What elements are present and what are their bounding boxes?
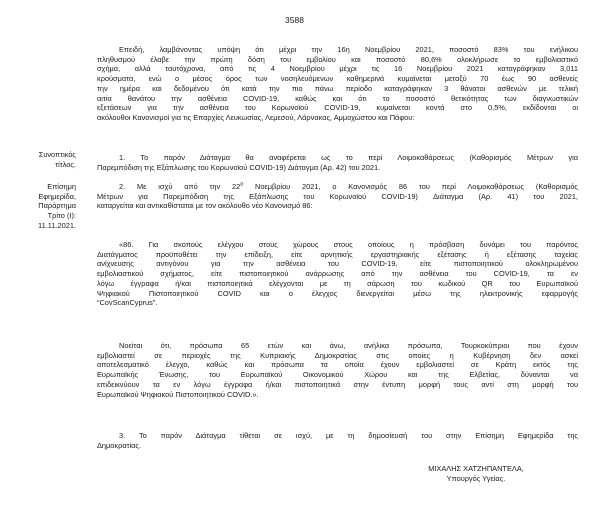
text-line: σχήμα, αλλά ταυτόχρονα, από τις 4 Νοεμβρίου μέχρι τις 16 Νοεμβρίου 2021 καταγράφηκαν 3,011 (97, 64, 578, 74)
text-line: λόγω έγγραφα ή/και πιστοποιητικά ελέγχονται με τη σάρωση του κωδικού QR του Ευρωπαϊκού (97, 278, 578, 288)
text-line: εξετάσεων για την ασθένεια του Κορωνοϊού COVID-19, κυμαίνεται κοντά στο 0,5%, εκδίδονται οι (97, 103, 578, 113)
section-2-first-line: 2. Με ισχύ από την $22^\alpha$ Νοεμβρίου 2021, ο Κανονισμός 86 του περί Λοιμοκαθάρσεως (Καθορισμός (119, 181, 578, 191)
text-line: Συνοπτικός (38, 150, 76, 159)
text-line: την ημέρα και δεδομένου ότι κατά την πιο πάνω περίοδο καταγράφηκαν 3 θάνατοι ασθενών με τελική (97, 83, 578, 93)
page-number: 3588 (285, 15, 304, 25)
text-line: “CovScanCyprus”. (97, 298, 158, 308)
regulation-86-proviso (97, 341, 578, 399)
section-2 (97, 182, 578, 211)
text-line: Εφημερίδα, (38, 191, 76, 201)
text-line: αιτία θανάτου την ασθένεια COVID-19, καθώς και ότι το ποσοστό θετικότητας των διαγνωστικών (97, 93, 578, 103)
preamble-paragraph (97, 45, 578, 123)
text-line: αποτελεσματικό έλεγχο, καθώς και πρόσωπα τα οποία έχουν εμβολιαστεί σε Κράτη εκτός της (97, 360, 578, 370)
section-1 (97, 153, 578, 172)
text-line: Μέτρων για Παρεμπόδιση της Εξάπλωσης του Κορωνοϊού COVID-19) Διάταγμα (Αρ. 41) του 2021, (97, 191, 578, 201)
margin-note-short-title (6, 150, 76, 169)
signature-block (396, 464, 556, 484)
text-line: 3. Το παρόν Διάταγμα τίθεται σε ισχύ, με τη δημοσίευσή του στην Επίσημη Εφημερίδα της (119, 431, 578, 440)
text-line: τίτλος. (55, 159, 76, 169)
text-line: επιδεικνύουν τα εν λόγω έγγραφα ή/και πιστοποιητικά στην έντυπη μορφή τους αντί στη μορφή του (97, 379, 578, 389)
text-line: Τρίτο (Ι): (47, 211, 76, 221)
regulation-86-quote (97, 240, 578, 308)
text-line: καταργείται και αντικαθίσταται με τον ακόλουθο νέο Κανονισμό 86: (97, 201, 313, 211)
text-line: ανίχνευσης αντιγόνου για την ασθένεια του COVID-19, είτε πιστοποιητικού ολοκληρωμένου (97, 259, 578, 269)
text-line: πληθυσμού έλαβε την πρώτη δόση του εμβολίου και ποσοστό 80,6% ολοκλήρωσε το εμβολιαστικό (97, 54, 578, 64)
margin-note-gazette (6, 182, 76, 231)
text-line: 11.11.2021. (38, 220, 76, 230)
signatory-name: ΜΙΧΑΛΗΣ ΧΑΤΖΗΠΑΝΤΕΛΑ, (428, 464, 524, 473)
text-line: Νοείται ότι, πρόσωπα 65 ετών και άνω, ανήλικα πρόσωπα, Τουρκοκύπριοι που έχουν (119, 341, 578, 350)
section-3 (97, 431, 578, 450)
text-line: Δημοκρατίας. (97, 440, 142, 450)
text-line: Παράρτημα (38, 201, 76, 211)
text-line: εμβολιαστικού σχήματος, είτε πιστοποιητικού ανάρρωσης από την ασθένεια του COVID-19, τα εν (97, 269, 578, 279)
text-line: Επειδή, λαμβάνοντας υπόψη ότι μέχρι την 16η Νοεμβρίου 2021, ποσοστό 83% του ενήλικου (119, 45, 578, 54)
text-line: εμβολιαστεί σε περιοχές της Κυπριακής Δημοκρατίας στις οποίες η Κυβέρνηση δεν ασκεί (97, 350, 578, 360)
text-line: κρούσματα, ενώ ο μέσος όρος των νοσηλευόμενων καθημερινά κυμαίνεται μεταξύ 70 έως 90 ασθενείς (97, 74, 578, 84)
text-line: Ευρωπαϊκού Ψηφιακού Πιστοποιητικού COVID.». (97, 389, 259, 399)
text-line: Ψηφιακού Πιστοποιητικού COVID και ο έλεγχος διενεργείται μέσω της ηλεκτρονικής εφαρμογής (97, 288, 578, 298)
text-line: Παρεμπόδιση της Εξάπλωσης του Κορωνοϊού COVID-19) Διάταγμα (Αρ. 42) του 2021. (97, 162, 381, 172)
text-line: 1. Το παρόν Διάταγμα θα αναφέρεται ως το περί Λοιμοκαθάρσεως (Καθορισμός Μέτρων για (119, 153, 578, 162)
text-line: Επίσημη (47, 182, 76, 191)
text-line: Ευρωπαϊκής Ένωσης, του Ευρωπαϊκού Οικονομικού Χώρου και της Ελβετίας, δύνανται να (97, 370, 578, 380)
text-line: ακόλουθοι Κανονισμοί για τις Επαρχίες Λευκωσίας, Λεμεσού, Λάρνακας, Αμμοχώστου και Πάφου: (97, 112, 415, 122)
text-line: «86. Για σκοπούς ελέγχου στους χώρους στους οποίους η πρόσβαση δυνάμει του παρόντος (119, 240, 578, 249)
signatory-role: Υπουργός Υγείας. (446, 474, 506, 483)
text-line: Διατάγματος προϋποθέτει την επίδειξη, είτε αρνητικής εργαστηριακής εξέτασης ή εξέτασης ταχείας (97, 249, 578, 259)
